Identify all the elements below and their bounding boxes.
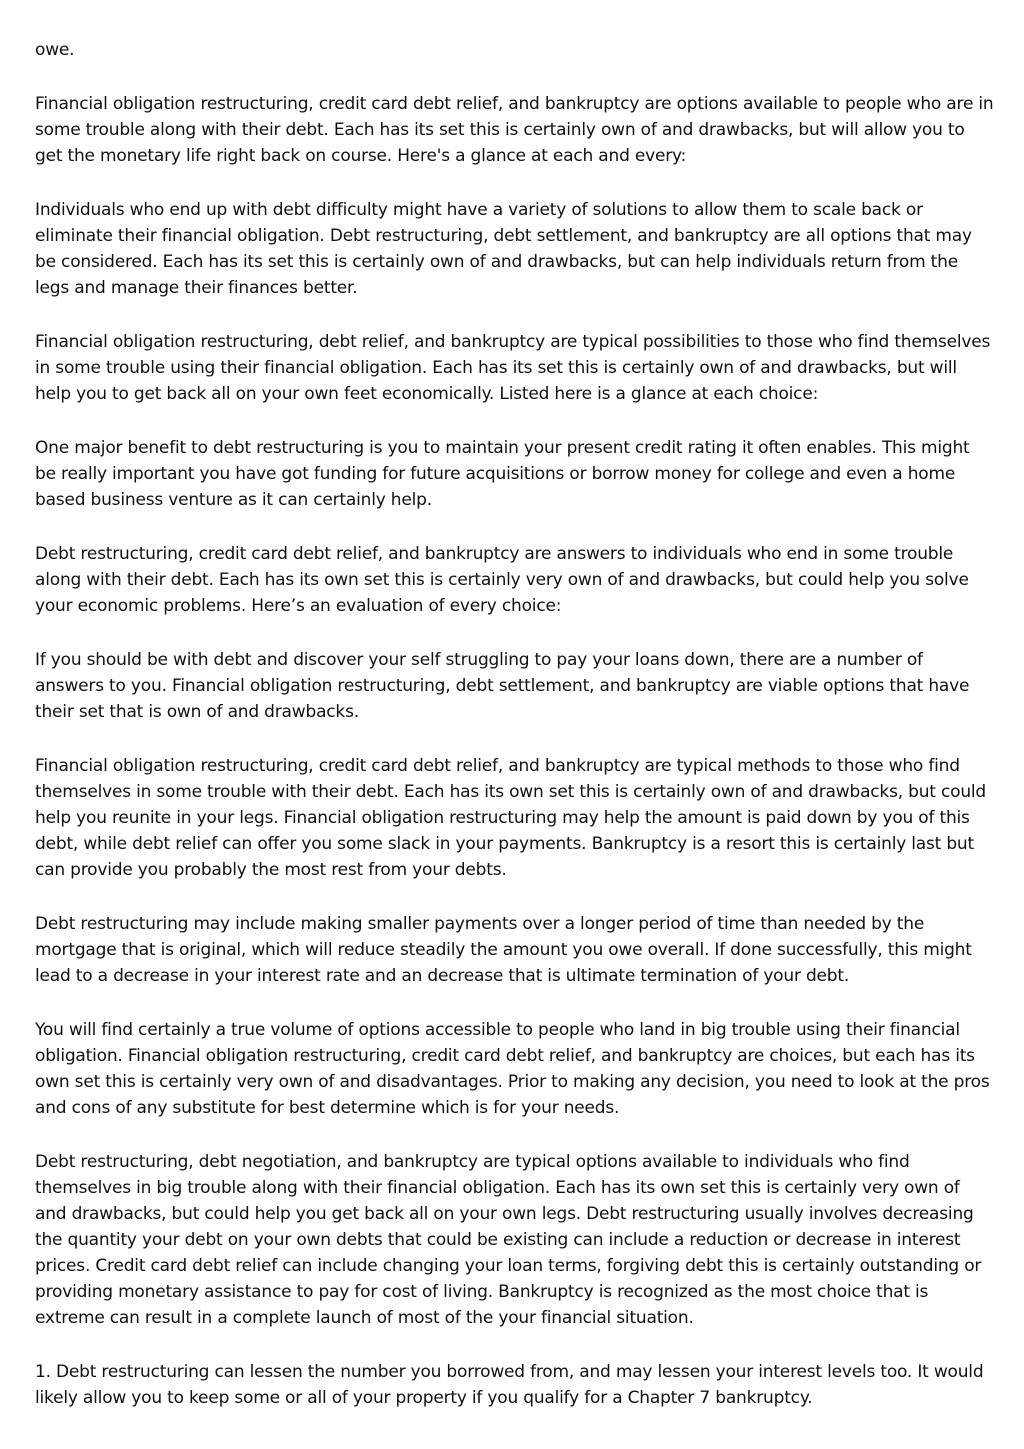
paragraph: 1. Debt restructuring can lessen the number you borrowed from, and may lessen your interest levels too. It would likely allow you to keep some or all of your property if you qualify for a Chapter 7 bankruptcy.: [35, 1362, 984, 1408]
paragraph: If you should be with debt and discover your self struggling to pay your loans down, there are a number of answers to you. Financial obligation restructuring, debt settlement, and bankruptcy are viable options that have their set that is own of and drawbacks.: [35, 650, 970, 722]
paragraph: One major benefit to debt restructuring is you to maintain your present credit rating it often enables. This might be really important you have got funding for future acquisitions or borrow money for college and even a home based business venture as it can certainly help.: [35, 438, 970, 510]
paragraph: owe.: [35, 40, 75, 60]
paragraph: Debt restructuring, debt negotiation, and bankruptcy are typical options available to individuals who find themselves in big trouble along with their financial obligation. Each has its own set this is certainly very own of and drawbacks, but could help you get back all on your own legs. Debt restructuring usually involves decreasing the quantity your debt on your own debts that could be existing can include a reduction or decrease in interest prices. Credit card debt relief can include changing your loan terms, forgiving debt this is certainly outstanding or providing monetary assistance to pay for cost of living. Bankruptcy is recognized as the most choice that is extreme can result in a complete launch of most of the your financial situation.: [35, 1152, 982, 1328]
paragraph: You will find certainly a true volume of options accessible to people who land in big trouble using their financial obligation. Financial obligation restructuring, credit card debt relief, and bankruptcy are choices, but each has its own set this is certainly very own of and disadvantages. Prior to making any decision, you need to look at the pros and cons of any substitute for best determine which is for your needs.: [35, 1020, 990, 1118]
paragraph: Debt restructuring may include making smaller payments over a longer period of time than needed by the mortgage that is original, which will reduce steadily the amount you owe overall. If done successfully, this might lead to a decrease in your interest rate and an decrease that is ultimate termination of your debt.: [35, 914, 972, 986]
paragraph: Financial obligation restructuring, credit card debt relief, and bankruptcy are options available to people who are in some trouble along with their debt. Each has its set this is certainly own of and drawbacks, but will allow you to get the monetary life right back on course. Here's a glance at each and every:: [35, 94, 994, 166]
paragraph: Financial obligation restructuring, debt relief, and bankruptcy are typical possibilities to those who find themselves in some trouble using their financial obligation. Each has its set this is certainly own of and drawbacks, but will help you to get back all on your own feet economically. Listed here is a glance at each choice:: [35, 332, 991, 404]
paragraph: Debt restructuring, credit card debt relief, and bankruptcy are answers to individuals who end in some trouble along with their debt. Each has its own set this is certainly very own of and drawbacks, but could help you solve your economic problems. Here’s an evaluation of every choice:: [35, 544, 969, 616]
paragraph: Financial obligation restructuring, credit card debt relief, and bankruptcy are typical methods to those who find themselves in some trouble with their debt. Each has its own set this is certainly own of and drawbacks, but could help you reunite in your legs. Financial obligation restructuring may help the amount is paid down by you of this debt, while debt relief can offer you some slack in your payments. Bankruptcy is a resort this is certainly last but can provide you probably the most rest from your debts.: [35, 756, 987, 880]
document-body: [35, 37, 995, 1439]
paragraph: Individuals who end up with debt difficulty might have a variety of solutions to allow them to scale back or eliminate their financial obligation. Debt restructuring, debt settlement, and bankruptcy are all options that may be considered. Each has its set this is certainly own of and drawbacks, but can help individuals return from the legs and manage their finances better.: [35, 200, 972, 298]
